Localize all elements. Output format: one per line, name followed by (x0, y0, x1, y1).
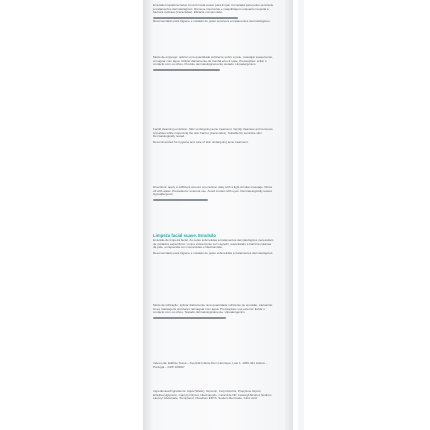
pt-headline: Limpeza facial suave. Emulsão (153, 233, 217, 238)
label-block-ingredients (153, 390, 275, 403)
pt-mode-text: Modo de utilização: aplicar diariamente uma quantidade suficiente de emulsão, efetuando leves massagens circulares. Enxaguar com água. Precauções: uso externo. Evitar o contacto com os olhos. Testado dermatologicamente. Hipoalergénico. (153, 303, 273, 315)
en-intro-text: Facial cleansing emulsion. Skin undergoing acne treatment. Gently cleanses and removes impurities while respecting the skin barrier (Ceramides). Suitable for sensitive skin. Dermatologically tested. (153, 127, 273, 139)
text-rule (153, 69, 220, 71)
product-label (153, 0, 275, 430)
label-block-pt-usage (153, 56, 275, 72)
pt-body-text: Emulsão de limpeza facial. As peles submetidas a tratamentos dermatológicos necessitam de cuidados específicos. Limpa suavemente sem agredir, respeitando a barreira cutânea da pele, enriquecida com Ceramidas e Niacinamida. (153, 238, 274, 250)
label-block-address (153, 362, 275, 371)
pt-intro-text: Emulsão limpadora facial. Uma fórmula suave para limpar, formulada para peles sensíveis a tratamentos dermatológicos. Remove impurezas e maquilhagem enquanto respeita a barreira cutânea (Ceramidas). Eficácia comprovada. (153, 3, 274, 15)
tube-left-edge (143, 0, 153, 430)
ingredients-text: Ingredientes/Ingredients: Aqua (Water), Glycerin, Cetyl Alcohol, Propylene Glycol, Ethylhexylglycerin, Caprylyl Glycol, Niacinamide, Ceramide NP, Cetearyl Alcohol, Sodium Lauroyl Glutamate, Tocopherol, Disodium EDTA, Sodium Benzoate, Citric Acid. (153, 389, 272, 401)
pt-usage-text: Modo de emprego: aplicar uma quantidade suficiente sobre a pele, massajar suavemente, enxaguar com água. Utilizar diariamente de manhã e/ou à noite. Precauções: evitar o contacto com os olhos. Produto dermatologicamente testado. Hipoalergénico. (153, 55, 273, 67)
text-rule (153, 317, 226, 319)
label-block-pt-body (153, 233, 275, 257)
label-block-en-apply (153, 186, 275, 202)
tube-right-edge (285, 0, 293, 430)
en-usage-text: Recommended for hygiene and care of skin undergoing acne treatment. (153, 139, 249, 144)
tube-shadow-strip (298, 0, 304, 430)
product-tube (143, 0, 293, 430)
pt-tolerance-text: Recomendado para higiene e cuidado de peles sensíveis a tratamentos dermatológicos. (153, 19, 271, 24)
label-block-pt-mode (153, 304, 275, 320)
pt-reco-text: Recomendado para higiene e cuidado de peles submetidas a tratamentos dermatológicos. (153, 250, 274, 255)
label-block-en-intro (153, 128, 275, 146)
address-text: Indeo Lda. Edifício Tessa – Avenida Infante Dom Henrique, Lote 1, 1950-421 Lisboa – Portugal – CRP 100067 (153, 361, 268, 369)
en-apply-text: Directions: apply a sufficient amount of emulsion daily with a light circular massage. Rinse off with water. Precautions: external use. Avoid contact with eyes. Dermatologically tested. Hypoallergenic. (153, 185, 273, 197)
text-rule (153, 199, 208, 201)
label-block-pt-intro (153, 4, 275, 26)
